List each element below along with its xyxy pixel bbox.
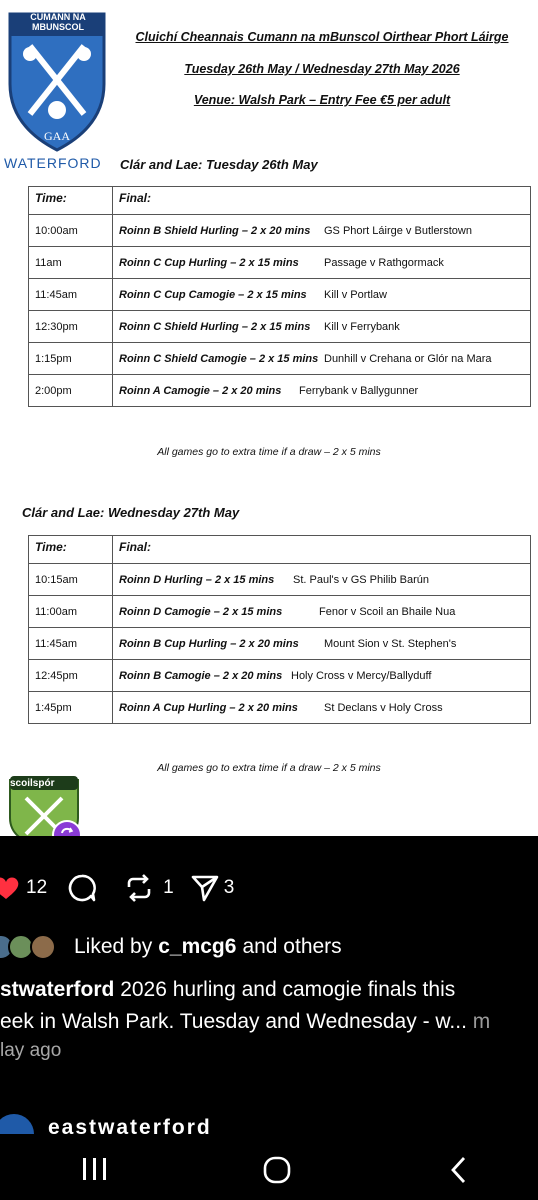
next-post-avatar[interactable] <box>0 1114 34 1134</box>
row-match: Passage v Rathgormack <box>324 256 444 269</box>
repost-count: 1 <box>163 877 174 898</box>
comment-button[interactable] <box>67 873 97 903</box>
row-match: Mount Sion v St. Stephen's <box>324 637 457 650</box>
table-row <box>29 343 531 375</box>
table-row <box>29 692 531 724</box>
row-match: St. Paul's v GS Philib Barún <box>293 573 429 586</box>
send-icon <box>190 873 220 903</box>
liked-by-row[interactable] <box>0 932 342 962</box>
day2-heading: Clár and Lae: Wednesday 27th May <box>22 505 240 520</box>
row-match: Dunhill v Crehana or Glór na Mara <box>324 352 492 365</box>
row-match: Kill v Ferrybank <box>324 320 400 333</box>
day1-schedule-table <box>28 186 531 407</box>
row-time: 11:00am <box>29 596 113 628</box>
row-match: St Declans v Holy Cross <box>324 701 443 714</box>
row-final <box>113 311 531 343</box>
row-final <box>113 343 531 375</box>
day1-extra-time-note: All games go to extra time if a draw – 2 x 5 mins <box>157 446 381 458</box>
row-event: Roinn D Hurling – 2 x 15 mins <box>119 573 275 586</box>
day2-extra-time-note: All games go to extra time if a draw – 2 x 5 mins <box>157 762 381 774</box>
like-button[interactable] <box>0 876 47 900</box>
table-row <box>29 596 531 628</box>
table-row <box>29 279 531 311</box>
row-match: Kill v Portlaw <box>324 288 387 301</box>
day2-schedule-table <box>28 535 531 724</box>
row-final <box>113 279 531 311</box>
action-bar <box>0 872 234 904</box>
crest-label: WATERFORD <box>4 155 102 171</box>
back-icon[interactable] <box>448 1156 470 1184</box>
table-header-row <box>29 187 531 215</box>
row-time: 10:00am <box>29 215 113 247</box>
repost-button[interactable] <box>125 873 174 903</box>
row-final <box>113 375 531 407</box>
row-final <box>113 692 531 724</box>
row-final <box>113 564 531 596</box>
post-details <box>0 836 538 1200</box>
recent-apps-icon[interactable] <box>80 1156 110 1182</box>
row-final <box>113 628 531 660</box>
caption-line-2: eek in Walsh Park. Tuesday and Wednesday - w... <box>0 1010 467 1033</box>
table-header-row <box>29 536 531 564</box>
post-caption <box>0 974 538 1038</box>
row-time: 11am <box>29 247 113 279</box>
row-final <box>113 660 531 692</box>
android-navigation-bar <box>0 1136 538 1200</box>
row-time: 12:30pm <box>29 311 113 343</box>
row-match: Ferrybank v Ballygunner <box>299 384 419 397</box>
table-row <box>29 660 531 692</box>
liked-by-prefix: Liked by <box>74 935 153 958</box>
comment-icon <box>67 873 97 903</box>
row-time: 11:45am <box>29 279 113 311</box>
repost-icon <box>125 873 153 903</box>
table-row <box>29 311 531 343</box>
row-event: Roinn A Cup Hurling – 2 x 20 mins <box>119 701 298 714</box>
share-count: 3 <box>223 877 235 898</box>
row-time: 12:45pm <box>29 660 113 692</box>
poster-title: Cluichí Cheannais Cumann na mBunscol Oirthear Phort Láirge <box>135 30 509 44</box>
final-header: Final: <box>113 536 531 564</box>
row-match: Fenor v Scoil an Bhaile Nua <box>319 605 456 618</box>
row-final <box>113 247 531 279</box>
row-event: Roinn C Shield Hurling – 2 x 15 mins <box>119 320 311 333</box>
more-link[interactable]: m <box>466 1010 491 1033</box>
row-event: Roinn A Camogie – 2 x 20 mins <box>119 384 282 397</box>
row-time: 11:45am <box>29 628 113 660</box>
row-event: Roinn B Shield Hurling – 2 x 20 mins <box>119 224 311 237</box>
caption-text: 2026 hurling and camogie finals this <box>114 978 456 1001</box>
row-time: 2:00pm <box>29 375 113 407</box>
row-final <box>113 596 531 628</box>
poster-dates: Tuesday 26th May / Wednesday 27th May 2026 <box>184 62 460 76</box>
day1-heading: Clár and Lae: Tuesday 26th May <box>120 157 318 172</box>
row-event: Roinn B Cup Hurling – 2 x 20 mins <box>119 637 299 650</box>
time-header: Time: <box>29 536 113 564</box>
svg-text:GAA: GAA <box>44 129 70 143</box>
table-row <box>29 247 531 279</box>
row-event: Roinn C Shield Camogie – 2 x 15 mins <box>119 352 319 365</box>
row-match: GS Phort Láirge v Butlerstown <box>324 224 472 237</box>
home-icon[interactable] <box>262 1156 292 1184</box>
row-event: Roinn B Camogie – 2 x 20 mins <box>119 669 283 682</box>
row-time: 1:15pm <box>29 343 113 375</box>
heart-icon <box>0 876 22 900</box>
liked-by-suffix: and others <box>242 935 342 958</box>
table-row <box>29 628 531 660</box>
row-match: Holy Cross v Mercy/Ballyduff <box>291 669 432 682</box>
row-event: Roinn C Cup Hurling – 2 x 15 mins <box>119 256 299 269</box>
scoilspor-logo-text: scoilspór <box>10 778 55 789</box>
poster-venue: Venue: Walsh Park – Entry Fee €5 per adult <box>193 93 451 107</box>
share-button[interactable] <box>190 873 235 903</box>
time-header: Time: <box>29 187 113 215</box>
table-row <box>29 375 531 407</box>
liker-avatars <box>0 932 68 962</box>
post-time: lay ago <box>0 1040 62 1061</box>
row-time: 1:45pm <box>29 692 113 724</box>
caption-username[interactable]: stwaterford <box>0 978 115 1001</box>
table-row <box>29 215 531 247</box>
final-header: Final: <box>113 187 531 215</box>
table-row <box>29 564 531 596</box>
liked-by-user[interactable]: c_mcg6 <box>158 935 237 958</box>
next-post-username[interactable]: eastwaterford <box>48 1116 212 1134</box>
next-post-header[interactable] <box>0 1114 538 1134</box>
row-event: Roinn C Cup Camogie – 2 x 15 mins <box>119 288 307 301</box>
crest-top-text: CUMANN NA MBUNSCOL <box>30 12 86 32</box>
row-final <box>113 215 531 247</box>
avatar <box>30 934 56 960</box>
row-event: Roinn D Camogie – 2 x 15 mins <box>119 605 283 618</box>
like-count: 12 <box>26 877 48 898</box>
row-time: 10:15am <box>29 564 113 596</box>
